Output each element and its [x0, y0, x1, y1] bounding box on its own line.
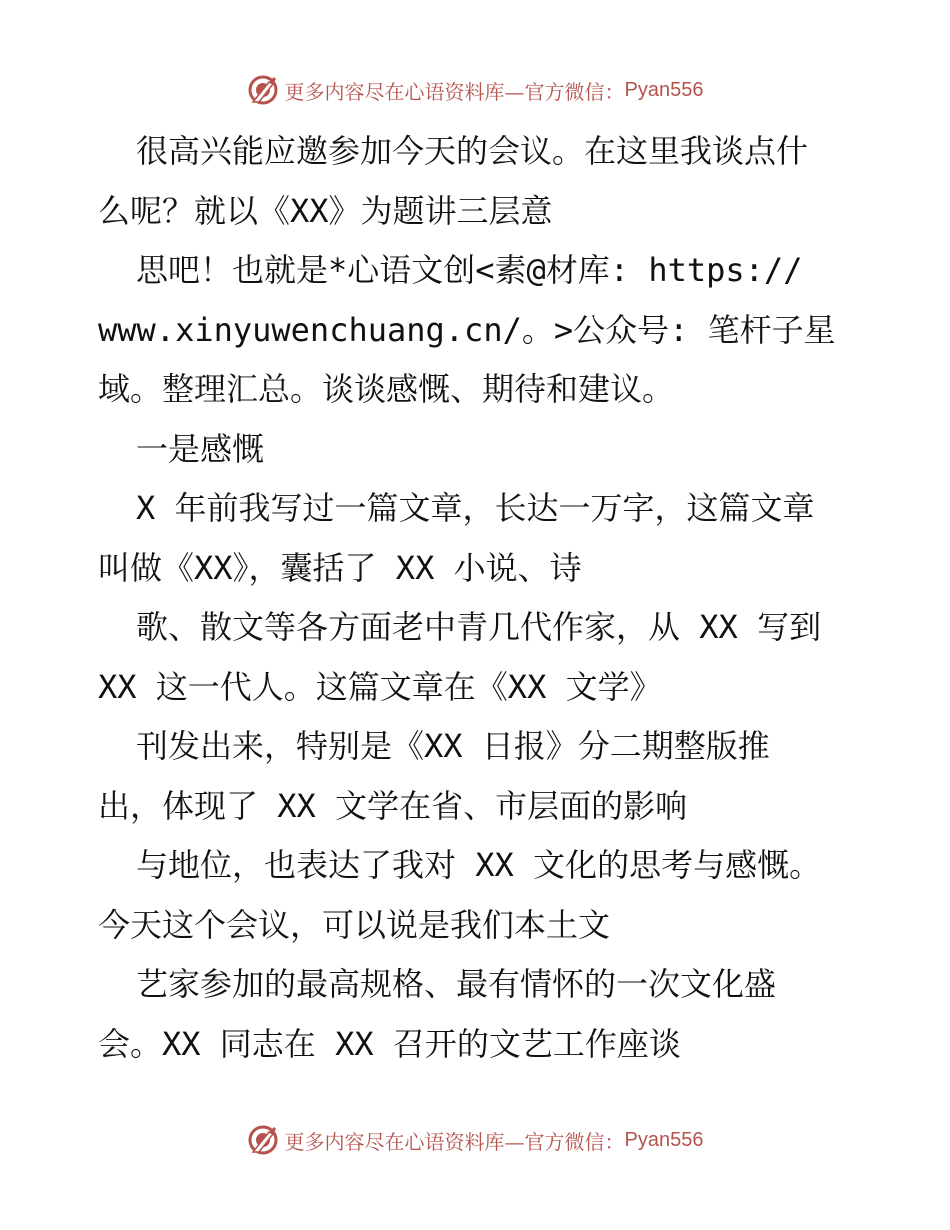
body-line: 刊发出来，特别是《XX 日报》分二期整版推 — [136, 727, 770, 765]
footer-banner-id: Pyan556 — [624, 1128, 704, 1151]
footer-banner-text: 更多内容尽在心语资料库—官方微信： — [284, 1129, 625, 1154]
body-line: 出，体现了 XX 文学在省、市层面的影响 — [98, 786, 688, 825]
body-line: 域。整理汇总。谈谈感慨、期待和建议。 — [98, 370, 675, 408]
section-heading: 一是感慨 — [136, 429, 265, 468]
body-line: www.xinyuwenchuang.cn/。>公众号: 笔杆子星 — [98, 310, 836, 349]
body-line: 歌、散文等各方面老中青几代作家，从 XX 写到 — [136, 608, 822, 646]
body-line: 么呢？就以《XX》为题讲三层意 — [98, 191, 553, 230]
body-line: 与地位，也表达了我对 XX 文化的思考与感慨。 — [136, 846, 822, 884]
body-line: 很高兴能应邀参加今天的会议。在这里我谈点什 — [136, 132, 809, 170]
pen-logo-icon — [247, 1124, 279, 1156]
header-banner-id: Pyan556 — [624, 78, 704, 101]
body-line: 会。XX 同志在 XX 召开的文艺工作座谈 — [98, 1024, 681, 1063]
pen-logo-icon — [247, 74, 279, 106]
body-line: 叫做《XX》，囊括了 XX 小说、诗 — [98, 548, 582, 587]
body-line: XX 这一代人。这篇文章在《XX 文学》 — [98, 667, 662, 706]
body-line: 思吧！也就是*心语文创<素@材库: https:// — [136, 251, 803, 289]
body-line: 今天这个会议，可以说是我们本土文 — [98, 905, 611, 944]
body-line: 艺家参加的最高规格、最有情怀的一次文化盛 — [136, 965, 777, 1003]
header-banner-text: 更多内容尽在心语资料库—官方微信： — [284, 79, 625, 104]
body-line: X 年前我写过一篇文章，长达一万字，这篇文章 — [136, 489, 815, 527]
article-body — [98, 122, 858, 1074]
footer-watermark-banner — [0, 1120, 950, 1160]
header-watermark-banner — [0, 70, 950, 110]
